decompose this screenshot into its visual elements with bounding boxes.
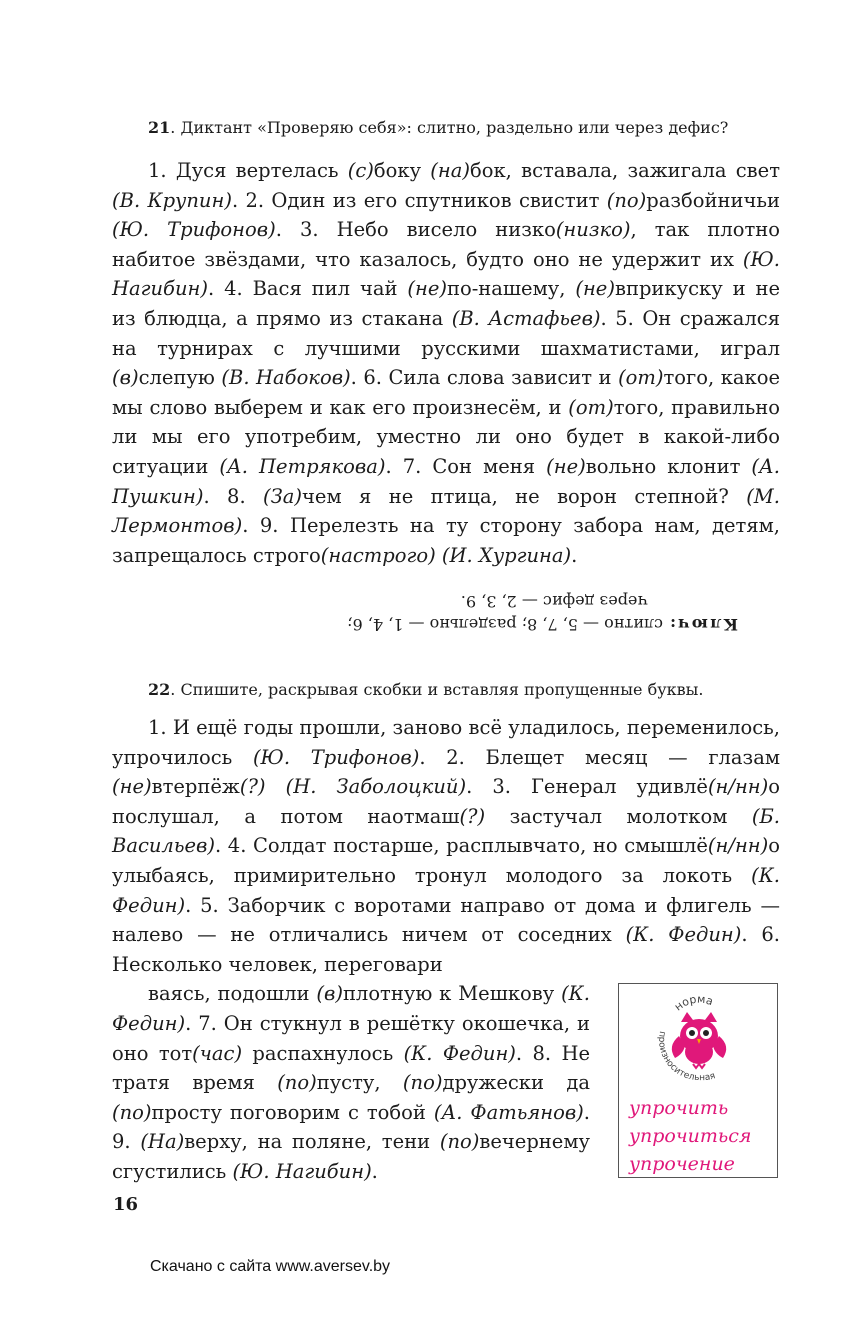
answer-key-label: Ключ: xyxy=(668,615,738,634)
task-21-text xyxy=(112,156,780,570)
owl-norm-logo-icon xyxy=(649,988,749,1088)
sentence: 2. Один из его спутников свистит (по)разбойничьи (Ю. Трифонов). xyxy=(112,188,780,242)
italic-fragment: (В. Крупин) xyxy=(112,188,232,212)
italic-fragment: (по) xyxy=(439,1130,480,1154)
italic-fragment: (от) xyxy=(618,366,664,390)
logo-arc-top-text: норма xyxy=(671,992,715,1014)
italic-fragment: (с) xyxy=(347,159,374,182)
sentence: 1. И ещё годы прошли, заново всё уладилось, переменилось, упрочилось (Ю. Трифонов). xyxy=(112,716,780,769)
italic-fragment: (Ю. Трифонов) xyxy=(252,745,420,769)
svg-text:норма xyxy=(672,993,715,1014)
italic-fragment: (н/нн) xyxy=(707,834,769,858)
italic-fragment: (А. Фатьянов) xyxy=(433,1100,584,1124)
italic-fragment: (?) xyxy=(239,775,266,799)
italic-fragment: (на) xyxy=(430,159,470,182)
italic-fragment: (В. Астафьев) xyxy=(451,306,601,330)
sentence: 9. (На)верху, на поляне, тени (по)вечернему сгустились (Ю. Нагибин). xyxy=(112,1130,590,1183)
italic-fragment: (по) xyxy=(277,1071,317,1095)
italic-fragment: (М. Лермонтов) xyxy=(112,484,780,538)
italic-fragment: (А. Петрякова) xyxy=(219,454,386,478)
italic-fragment: (по) xyxy=(606,188,647,212)
italic-fragment: (Ю. Нагибин) xyxy=(112,247,780,301)
italic-fragment: (Н. Заболоцкий) xyxy=(285,775,467,799)
sentence: 8. Не тратя время (по)пусту, (по)дружески да (по)просту поговорим с тобой (А. Фатьянов). xyxy=(112,1041,590,1124)
italic-fragment: (На) xyxy=(140,1130,185,1154)
sentence: 5. Он сражался на турнирах с лучшими русскими шахматистами, играл (в)слепую (В. Набоков). xyxy=(112,306,780,390)
pronunciation-norm-box xyxy=(618,983,778,1178)
sentence: 4. Солдат постарше, расплывчато, но смышлё(н/нн)о улыбаясь, примирительно тронул молодого за локоть (К. Федин). xyxy=(112,834,780,917)
sentence: 7. Сон меня (не)вольно клонит (А. Пушкин). xyxy=(112,454,780,508)
italic-fragment: (К. Федин) xyxy=(403,1041,516,1065)
logo-arc-side-text: произносительная xyxy=(656,1030,717,1084)
italic-fragment: (?) xyxy=(459,804,486,828)
task-22-title: . Спишите, раскрывая скобки и вставляя пропущенные буквы. xyxy=(170,680,704,699)
italic-fragment: (по) xyxy=(112,1100,152,1124)
italic-fragment: (А. Пушкин) xyxy=(112,454,780,508)
italic-fragment: (За) xyxy=(263,484,303,508)
sentence: 9. Перелезть на ту сторону забора нам, детям, запрещалось строго(настрого) (И. Хургина). xyxy=(112,514,780,567)
task-21-title: . Диктант «Проверяю себя»: слитно, раздельно или через дефис? xyxy=(170,118,729,137)
answer-key-line-1: слитно — 5, 7, 8; раздельно — 1, 4, 6; xyxy=(347,615,669,634)
answer-key-line-2: через дефис — 2, 3, 9. xyxy=(460,592,648,611)
italic-fragment: (Ю. Трифонов) xyxy=(112,218,276,242)
italic-fragment: (не) xyxy=(112,775,152,799)
italic-fragment: (низко) xyxy=(555,218,631,242)
task-22-heading xyxy=(148,680,788,700)
sentence: 4. Вася пил чай (не)по-нашему, (не)вприкуску и не из блюдца, а прямо из стакана (В. Астафьев). xyxy=(112,277,781,330)
italic-fragment: (К. Федин) xyxy=(625,923,742,947)
italic-fragment: (в) xyxy=(316,982,343,1006)
sentence: 7. Он стукнул в решётку окошечка, и оно тот(час) распахнулось (К. Федин). xyxy=(112,1011,590,1065)
italic-fragment: (не) xyxy=(407,277,447,301)
sentence: 6. Несколько человек, переговари xyxy=(112,923,780,976)
task-21-heading xyxy=(148,118,788,138)
italic-fragment: (не) xyxy=(575,277,615,301)
rule-word-2: упрочиться xyxy=(629,1125,752,1147)
sentence: 6. Сила слова зависит и (от)того, какое мы слово выберем и как его произнесём, и (от)того, правильно ли мы его употребим, уместно ли оно будет в какой-либо ситуации (А. Петрякова). xyxy=(112,366,781,478)
italic-fragment: (н/нн) xyxy=(707,775,769,799)
italic-fragment: (настрого) xyxy=(320,543,436,567)
task-21-paragraph xyxy=(112,156,780,570)
task-21-number: 21 xyxy=(148,118,171,137)
italic-fragment: (К. Федин) xyxy=(112,863,780,917)
task-22-number: 22 xyxy=(148,680,171,699)
italic-fragment: (Ю. Нагибин) xyxy=(232,1159,372,1183)
italic-fragment: (не) xyxy=(546,454,586,478)
download-source-footer: Скачано с сайта www.aversev.by xyxy=(150,1258,391,1275)
sentence: ваясь, подошли (в)плотную к Мешкову (К. Федин). xyxy=(112,982,590,1035)
sentence: 2. Блещет месяц — глазам (не)втерпёж(?) (Н. Заболоцкий). xyxy=(112,745,780,799)
italic-fragment: (по) xyxy=(402,1071,443,1095)
italic-fragment: (в) xyxy=(112,366,139,390)
task-22-paragraph-wide xyxy=(112,713,780,979)
italic-fragment: (Б. Васильев) xyxy=(112,804,780,858)
sentence: 3. Генерал удивлё(н/нн)о послушал, а потом наотмаш(?) застучал молотком (Б. Васильев). xyxy=(112,775,781,858)
italic-fragment: (И. Хургина) xyxy=(441,543,572,567)
rule-word-1: упрочить xyxy=(629,1097,729,1119)
italic-fragment: (К. Федин) xyxy=(112,982,590,1035)
italic-fragment: (час) xyxy=(192,1041,243,1065)
answer-key-upside-down xyxy=(178,590,738,636)
italic-fragment: (В. Набоков) xyxy=(221,366,351,390)
rule-word-3: упрочение xyxy=(629,1153,735,1175)
sentence: 8. (За)чем я не птица, не ворон степной? (М. Лермонтов). xyxy=(112,484,780,538)
task-22-paragraph-narrow xyxy=(112,979,590,1186)
page-number: 16 xyxy=(113,1194,139,1215)
sentence: 3. Небо висело низко(низко), так плотно набитое звёздами, что казалось, будто оно не удержит их (Ю. Нагибин). xyxy=(112,218,780,301)
sentence: 1. Дуся вертелась (с)боку (на)бок, вставала, зажигала свет (В. Крупин). xyxy=(112,159,780,212)
sentence: 5. Заборчик с воротами направо от дома и флигель — налево — не отличались ничем от соседних (К. Федин). xyxy=(112,893,780,947)
italic-fragment: (от) xyxy=(568,395,614,419)
